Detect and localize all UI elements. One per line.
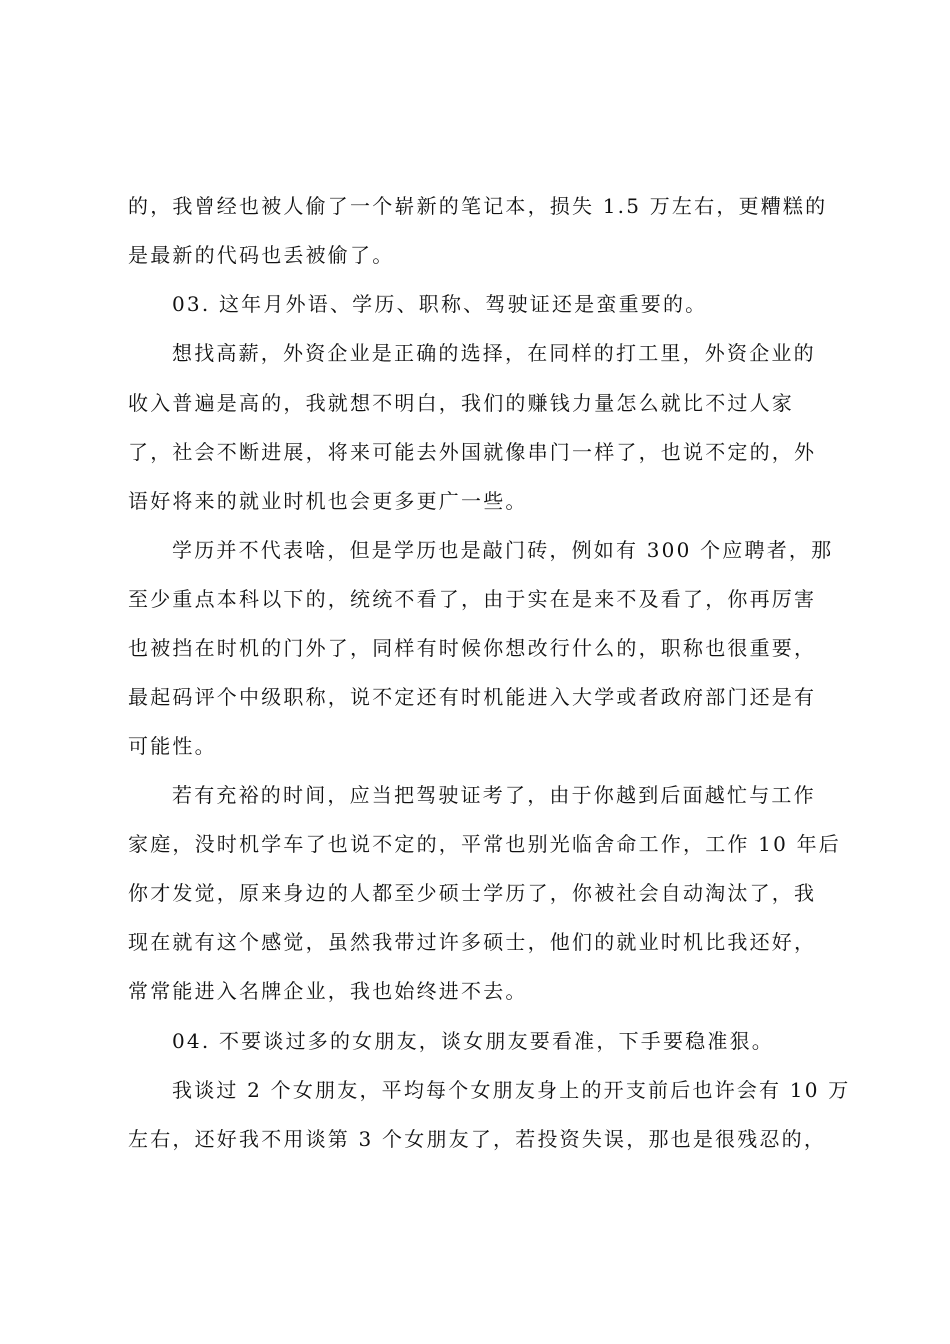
text-line: 可能性。 <box>128 734 217 758</box>
text-line: 你才发觉，原来身边的人都至少硕士学历了，你被社会自动淘汰了，我 <box>128 881 817 905</box>
text-line: 想找高薪，外资企业是正确的选择，在同样的打工里，外资企业的 <box>172 341 816 365</box>
text-line: 了，社会不断进展，将来可能去外国就像串门一样了，也说不定的，外 <box>128 440 817 464</box>
text-line: 家庭，没时机学车了也说不定的，平常也别光临舍命工作，工作 10 年后 <box>128 832 841 856</box>
text-line: 左右，还好我不用谈第 3 个女朋友了，若投资失误，那也是很残忍的， <box>128 1127 827 1151</box>
text-line: 我谈过 2 个女朋友，平均每个女朋友身上的开支前后也许会有 10 万 <box>172 1078 851 1102</box>
text-line: 常常能进入名牌企业，我也始终进不去。 <box>128 979 528 1003</box>
text-line: 语好将来的就业时机也会更多更广一些。 <box>128 489 528 513</box>
text-line: 收入普遍是高的，我就想不明白，我们的赚钱力量怎么就比不过人家 <box>128 391 794 415</box>
section-heading: 03. 这年月外语、学历、职称、驾驶证还是蛮重要的。 <box>172 292 708 316</box>
section-heading: 04. 不要谈过多的女朋友，谈女朋友要看准，下手要稳准狠。 <box>172 1029 774 1053</box>
text-line: 至少重点本科以下的，统统不看了，由于实在是来不及看了，你再厉害 <box>128 587 817 611</box>
text-line: 是最新的代码也丢被偷了。 <box>128 243 395 267</box>
text-line: 现在就有这个感觉，虽然我带过许多硕士，他们的就业时机比我还好， <box>128 930 817 954</box>
text-line: 也被挡在时机的门外了，同样有时候你想改行什么的，职称也很重要， <box>128 636 817 660</box>
text-line: 若有充裕的时间，应当把驾驶证考了，由于你越到后面越忙与工作 <box>172 783 816 807</box>
text-line: 学历并不代表啥，但是学历也是敲门砖，例如有 300 个应聘者，那 <box>172 538 834 562</box>
text-line: 最起码评个中级职称，说不定还有时机能进入大学或者政府部门还是有 <box>128 685 817 709</box>
text-line: 的，我曾经也被人偷了一个崭新的笔记本，损失 1.5 万左右，更糟糕的 <box>128 194 828 218</box>
